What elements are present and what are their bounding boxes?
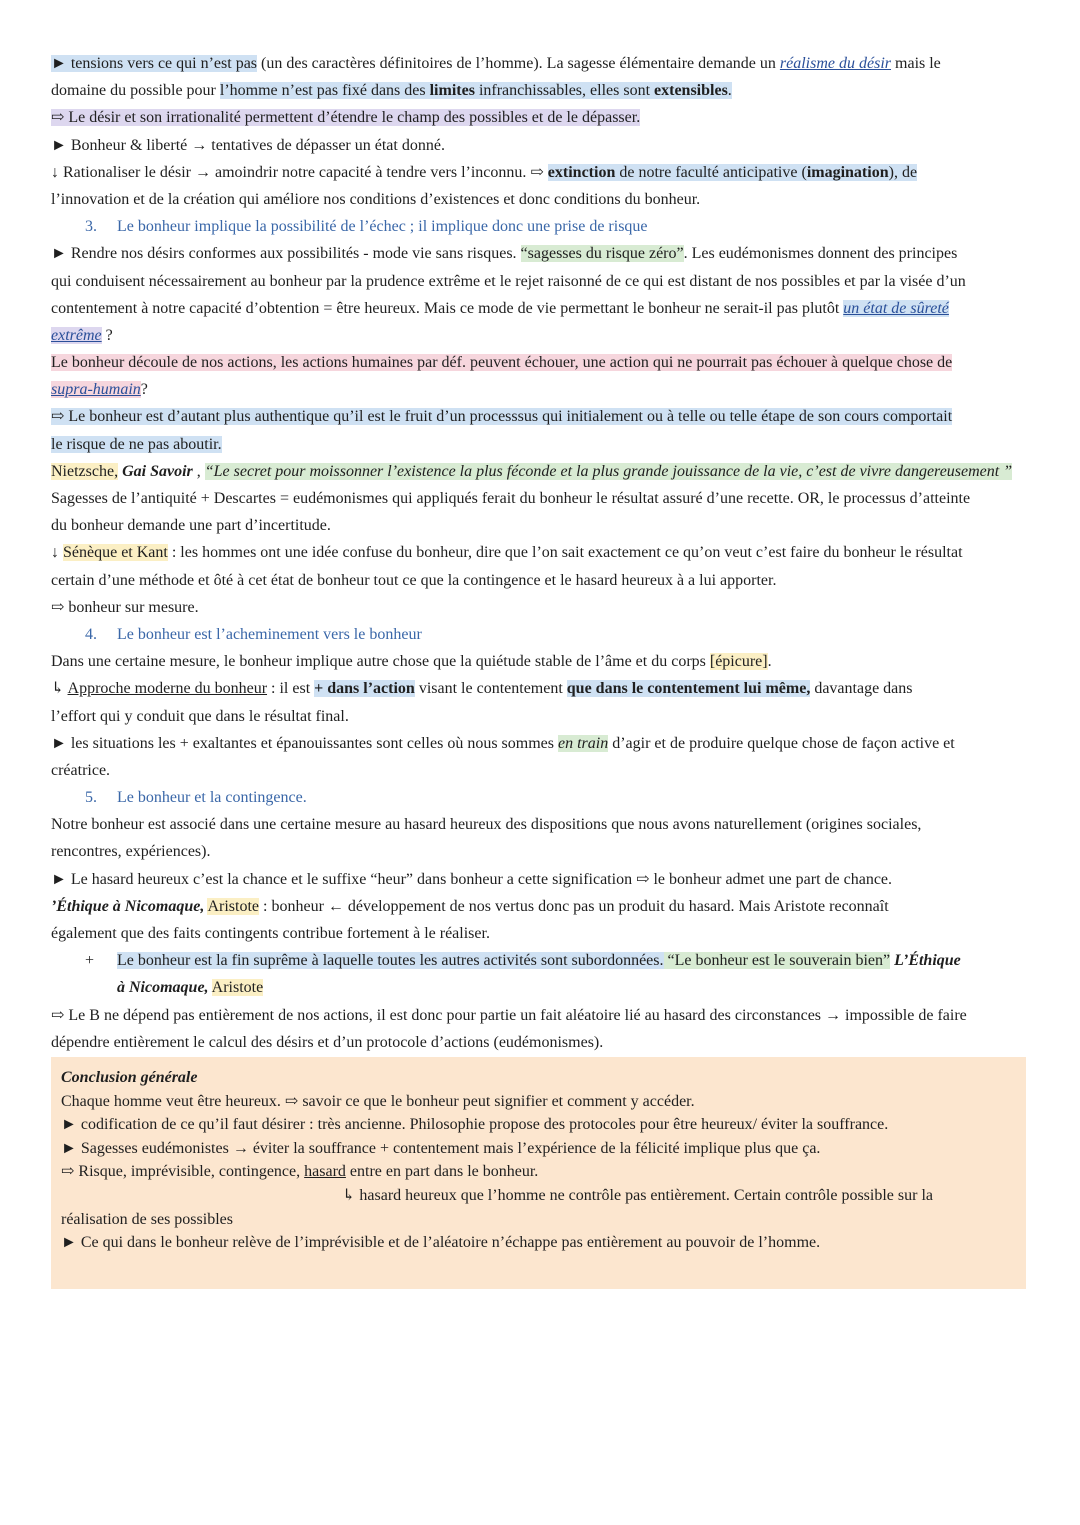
text-line [51, 947, 1031, 974]
book-title: L’Éthique [890, 952, 961, 970]
text-line: rencontres, expériences). [51, 843, 211, 861]
text-line: ⇨ bonheur sur mesure. [51, 598, 199, 616]
highlight: Le bonheur est la fin suprême à laquelle toutes les autres activités sont subordonnées. [117, 952, 664, 970]
author: Nietzsche, [51, 462, 119, 480]
text-line: ► Sagesses eudémonistes → éviter la souffrance + contentement mais l’expérience de la félicité implique plus que ça. [61, 1139, 821, 1157]
text-line [51, 376, 1031, 403]
text: mais le [891, 55, 941, 72]
text: entre en part dans le bonheur. [345, 1163, 539, 1181]
text-line [51, 104, 1031, 131]
text: ↓ [51, 544, 63, 562]
text: : il est [267, 680, 315, 698]
text-line: ⇨ Le B ne dépend pas entièrement de nos actions, il est donc pour partie un fait aléatoire lié au hasard des circonstances → impossible de faire [51, 1006, 967, 1024]
text-line: du bonheur demande une part d’incertitude. [51, 517, 331, 535]
text-line: l’innovation et de la création qui améliore nos conditions d’existences et donc conditions du bonheur. [51, 190, 701, 208]
text: ? [140, 381, 148, 399]
text-line: l’effort qui y conduit que dans le résultat final. [51, 707, 349, 725]
text-line: dépendre entièrement le calcul des désirs et d’un protocole d’actions (eudémonismes). [51, 1033, 604, 1051]
section-heading [51, 621, 1031, 648]
text: ► les situations les + exaltantes et épanouissantes sont celles où nous sommes [51, 734, 558, 752]
notes-body [51, 50, 1031, 1056]
text-line: Notre bonheur est associé dans une certaine mesure au hasard heureux des dispositions que nous avons naturellement (origines sociales, [51, 816, 922, 834]
text: . Les eudémonismes donnent des principes [683, 245, 958, 263]
text: visant le contentement [414, 680, 567, 698]
underlined-term: extrême [51, 326, 102, 344]
bold-term: extinction [547, 163, 616, 181]
text: Dans une certaine mesure, le bonheur implique autre chose que la quiétude stable de l’âme et du corps [51, 653, 710, 671]
book-title: Gai Savoir [118, 462, 193, 480]
bold-term: que dans le contentement lui même, [566, 680, 811, 698]
text: infranchissables, elles sont [474, 82, 655, 100]
text-line [51, 240, 1031, 267]
text-line [51, 893, 1031, 920]
bold-term: extensibles [654, 82, 728, 100]
text: d’agir et de produire quelque chose de façon active et [608, 734, 955, 752]
text: : bonheur ← développement de nos vertus donc pas un produit du hasard. Mais Aristote reconnaît [259, 897, 889, 915]
text: ↓ Rationaliser le désir → amoindrir notre capacité à tendre vers l’inconnu. ⇨ [51, 163, 548, 181]
text-line: ► codification de ce qu’il faut désirer : très ancienne. Philosophie propose des protocoles pour être heureux/ éviter la souffrance. [61, 1116, 889, 1134]
section-number: 3. [85, 218, 97, 236]
highlight: “sagesses du risque zéro” [520, 245, 684, 263]
underlined-term: réalisme du désir [779, 55, 892, 72]
text-line: certain d’une méthode et ôté à cet état de bonheur tout ce que la contingence et le hasard heureux à a lui apporter. [51, 571, 777, 589]
text-line [51, 403, 1031, 430]
text-line [51, 730, 1031, 757]
text-line: ↳ hasard heureux que l’homme ne contrôle pas entièrement. Certain contrôle possible sur la [342, 1186, 933, 1204]
text: davantage dans [810, 680, 913, 698]
text: ↳ [51, 680, 68, 698]
bold-term: + dans l’action [314, 680, 415, 698]
book-title: ’Éthique à Nicomaque, [51, 897, 205, 915]
author: [épicure] [709, 653, 768, 671]
text-line: qui conduisent nécessairement au bonheur par la prudence extrême et le rejet raisonné de ce qui est distant de nos possibles et par la visée d’un [51, 272, 966, 290]
text-line [51, 539, 1031, 566]
text-line: également que des faits contingents contribue fortement à le réaliser. [51, 925, 490, 942]
text: l’homme n’est pas fixé dans des [219, 82, 430, 100]
text: , [192, 462, 205, 480]
text-line [51, 974, 1031, 1001]
section-heading [51, 213, 1031, 240]
bold-term: imagination [806, 163, 889, 181]
text-line [61, 1160, 1016, 1184]
underlined-term: Approche moderne du bonheur [67, 680, 268, 698]
text-line [51, 675, 1031, 702]
text-line [51, 648, 1031, 675]
underlined-term: supra-humain [51, 381, 141, 399]
text-line: ► Le hasard heureux c’est la chance et le suffixe “heur” dans bonheur a cette signification ⇨ le bonheur admet une part de chance. [51, 870, 893, 888]
highlight: ⇨ Le désir et son irrationalité permettent d’étendre le champ des possibles et de le dépasser. [51, 109, 641, 127]
text: : les hommes ont une idée confuse du bonheur, dire que l’on sait exactement ce qu’on veut c’est faire du bonheur le résultat [167, 544, 963, 562]
highlight: ► tensions vers ce qui n’est pas [51, 55, 258, 72]
quote: “Le bonheur est le souverain bien” [663, 952, 891, 970]
text: (un des caractères définitoires de l’homme). La sagesse élémentaire demande un [257, 55, 780, 72]
underlined-term: hasard [304, 1163, 346, 1181]
text-line [51, 349, 1031, 376]
highlight: le risque de ne pas aboutir. [51, 435, 222, 453]
text-line: réalisation de ses possibles [61, 1210, 233, 1228]
text-line [51, 77, 1031, 104]
italic-term: en train [558, 734, 609, 752]
text: domaine du possible pour [51, 82, 220, 100]
quote: “Le secret pour moissonner l’existence la plus féconde et la plus grande jouissance de la vie, c’est de vivre dangereusement ” [204, 462, 1013, 480]
text: . [727, 82, 732, 100]
highlight: ⇨ Le bonheur est d’autant plus authentique qu’il est le fruit d’un processsus qui initialement ou à telle ou telle étape de son cours comportait [51, 408, 953, 426]
text: de notre faculté anticipative ( [615, 163, 807, 181]
text: ? [101, 326, 113, 344]
text: . [767, 653, 772, 671]
author: Sénèque et Kant [63, 544, 168, 562]
highlight [220, 82, 732, 99]
text-line: créatrice. [51, 761, 111, 779]
text: ► Rendre nos désirs conformes aux possibilités - mode vie sans risques. [51, 245, 521, 263]
text-line [51, 431, 1031, 458]
text-line: ► Ce qui dans le bonheur relève de l’imprévisible et de l’aléatoire n’échappe pas entièrement au pouvoir de l’homme. [61, 1234, 821, 1252]
text-line [51, 50, 1031, 77]
bold-term: limites [429, 82, 475, 100]
author: Aristote [207, 897, 260, 915]
text-line [51, 458, 1031, 485]
underlined-term: un état de sûreté [843, 299, 949, 317]
text-line: Sagesses de l’antiquité + Descartes = eudémonismes qui appliqués ferait du bonheur le résultat assuré d’une recette. OR, le processus d’atteinte [51, 490, 971, 507]
text-line: Chaque homme veut être heureux. ⇨ savoir ce que le bonheur peut signifier et comment y accéder. [61, 1092, 695, 1110]
section-number: 5. [85, 789, 97, 807]
highlight: Le bonheur découle de nos actions, les actions humaines par déf. peuvent échouer, une action qui ne pourrait pas échouer à quelque chose de [51, 354, 953, 372]
text: ⇨ Risque, imprévisible, contingence, [61, 1163, 305, 1181]
section-title: Le bonheur et la contingence. [117, 789, 307, 807]
conclusion-box [51, 1057, 1026, 1289]
section-title: Le bonheur implique la possibilité de l’échec ; il implique donc une prise de risque [117, 218, 648, 236]
text: contentement à notre capacité d’obtention = être heureux. Mais ce mode de vie permettant le bonheur ne serait-il pas plutôt [51, 299, 844, 317]
text-line [51, 295, 1031, 322]
conclusion-title: Conclusion générale [61, 1069, 198, 1086]
text: ), de [888, 163, 918, 181]
author: Aristote [211, 979, 264, 997]
text-line: ► Bonheur & liberté → tentatives de dépasser un état donné. [51, 136, 445, 154]
book-title: à Nicomaque, [117, 979, 209, 997]
bullet: + [85, 952, 95, 970]
section-number: 4. [85, 625, 97, 643]
text-line [51, 159, 1031, 186]
highlight [548, 164, 917, 181]
section-heading [51, 784, 1031, 811]
text-line [51, 322, 1031, 349]
section-title: Le bonheur est l’acheminement vers le bonheur [117, 625, 422, 643]
